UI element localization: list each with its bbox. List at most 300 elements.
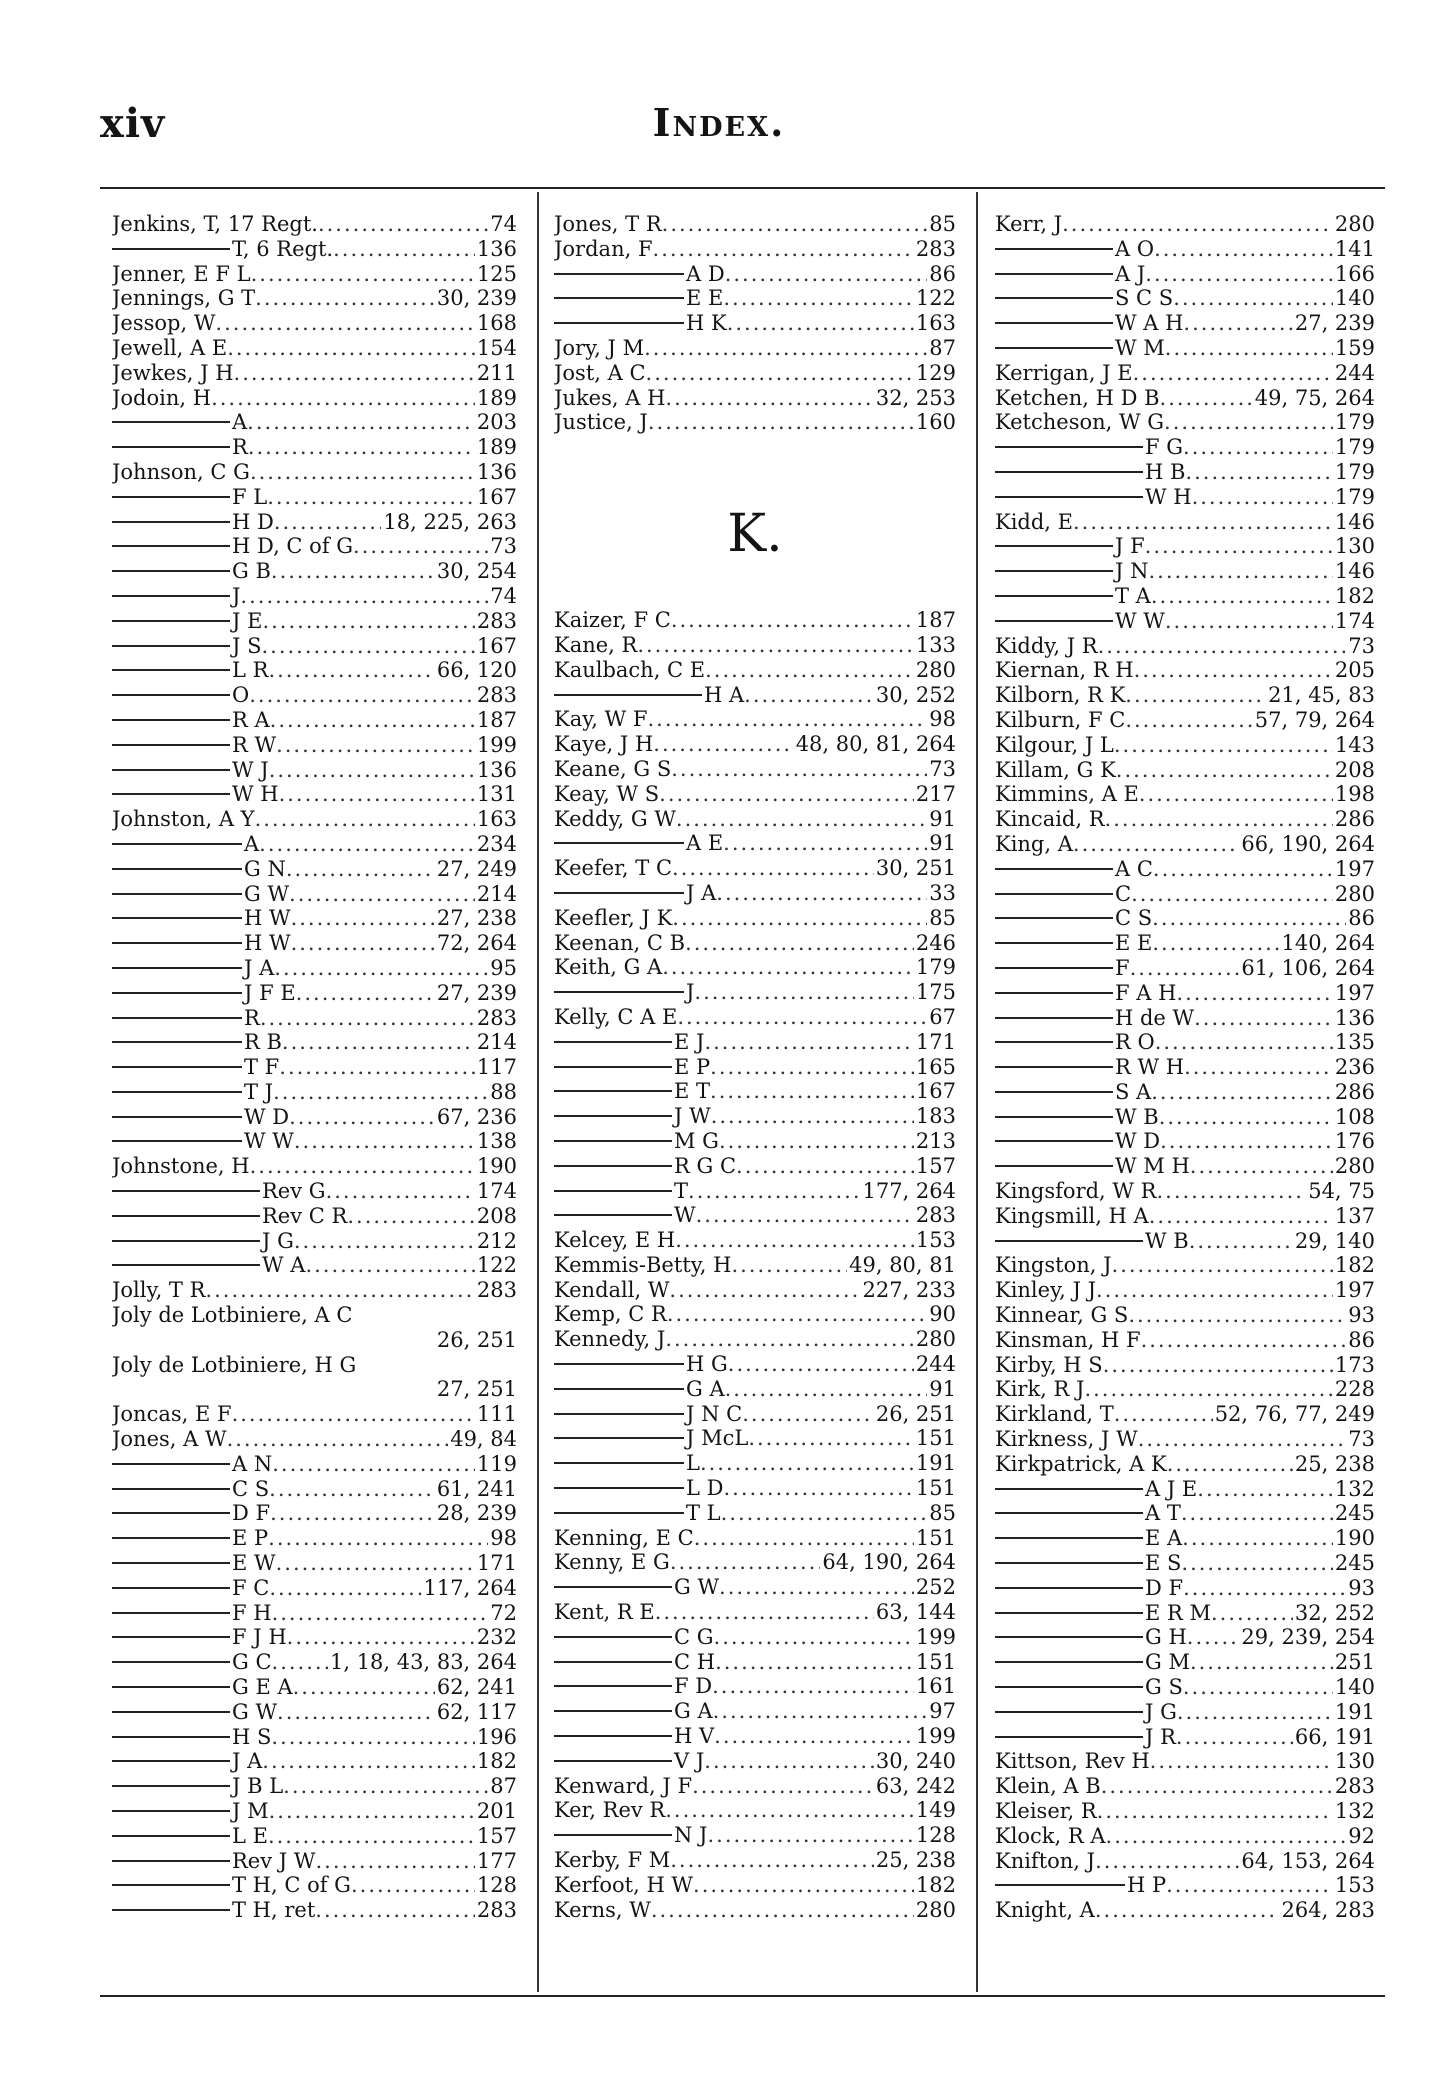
entry-pages: 135 (1334, 1030, 1375, 1055)
leader-dots (227, 1427, 449, 1452)
leader-dots (1160, 1129, 1333, 1154)
entry-pages: 199 (476, 732, 517, 757)
index-entry (995, 1849, 1375, 1874)
index-entry (995, 1898, 1375, 1923)
index-entry (554, 683, 956, 708)
leader-dots (294, 1129, 475, 1154)
leader-dots (677, 1005, 927, 1030)
entry-pages: 199 (915, 1624, 956, 1649)
index-entry (112, 1278, 517, 1303)
entry-pages: 151 (915, 1426, 956, 1451)
leader-dots (262, 609, 474, 634)
leader-dots (662, 212, 928, 237)
index-entry (112, 460, 517, 485)
ditto-dash (554, 1413, 684, 1415)
ditto-dash (112, 1636, 230, 1638)
leader-dots (1165, 609, 1333, 634)
leader-dots (1164, 410, 1333, 435)
entry-pages: 62, 241 (436, 1675, 517, 1700)
entry-name: L (686, 1451, 700, 1476)
index-entry (554, 955, 956, 980)
entry-pages: 157 (915, 1153, 956, 1178)
entry-name: W H (1145, 484, 1192, 509)
entry-pages: 18, 225, 263 (383, 509, 517, 534)
ditto-dash (554, 1437, 684, 1439)
section-spacer (554, 596, 956, 608)
leader-dots (671, 608, 914, 633)
leader-dots (1182, 1526, 1333, 1551)
entry-pages: 26, 251 (436, 1327, 517, 1352)
page-title: Index. (652, 100, 786, 145)
entry-name: E S (1145, 1551, 1182, 1576)
entry-pages: 187 (476, 707, 517, 732)
index-entry (112, 1055, 517, 1080)
leader-dots (1159, 1105, 1333, 1130)
entry-pages: 122 (915, 286, 956, 311)
index-entry (995, 1526, 1375, 1551)
ditto-dash (995, 1711, 1143, 1713)
leader-dots (736, 1154, 914, 1179)
entry-pages: 264, 283 (1281, 1898, 1375, 1923)
index-entry (112, 1898, 517, 1923)
entry-pages: 182 (476, 1749, 517, 1774)
ditto-dash (112, 942, 242, 944)
entry-name: E J (674, 1029, 705, 1054)
entry-pages: 66, 190, 264 (1241, 831, 1375, 856)
entry-name: Kittson, Rev H (995, 1749, 1150, 1774)
ditto-dash (554, 1090, 672, 1092)
ditto-dash (112, 1190, 260, 1192)
entry-name: F J H (232, 1625, 287, 1650)
ditto-dash (995, 1537, 1143, 1539)
entry-pages: 201 (476, 1799, 517, 1823)
leader-dots (1152, 906, 1346, 931)
entry-pages: 52, 76, 77, 249 (1214, 1402, 1375, 1427)
index-entry (554, 1898, 956, 1923)
ditto-dash (112, 248, 230, 250)
entry-name: Ketchen, H D B (995, 385, 1160, 410)
entry-pages: 280 (915, 1327, 956, 1352)
index-entry (995, 1477, 1375, 1502)
entry-name: Keefer, T C (554, 856, 673, 881)
ditto-dash (554, 297, 684, 299)
entry-name: Kaulbach, C E (554, 657, 706, 682)
entry-name: Killam, G K (995, 757, 1116, 782)
entry-pages: 140 (1334, 1675, 1375, 1700)
entry-name: Rev G (262, 1179, 326, 1204)
leader-dots (713, 1699, 928, 1724)
index-entry (112, 1601, 517, 1626)
ditto-dash (112, 669, 230, 671)
ditto-dash (995, 620, 1113, 622)
entry-name: Kirby, H S (995, 1352, 1103, 1377)
entry-pages: 199 (915, 1724, 956, 1749)
entry-pages: 117 (476, 1055, 517, 1080)
entry-name: G N (244, 856, 286, 881)
index-entry (112, 758, 517, 783)
index-entry (554, 1724, 956, 1749)
entry-pages: 129 (915, 360, 956, 385)
entry-name: Kirk, R J (995, 1377, 1085, 1402)
leader-dots (1114, 733, 1333, 758)
index-entry (995, 435, 1375, 460)
entry-name: N J (674, 1823, 708, 1848)
page-number: xiv (100, 100, 166, 147)
entry-name: Kilgour, J L (995, 732, 1114, 757)
entry-name: R B (244, 1030, 282, 1055)
entry-pages: 167 (915, 1079, 956, 1104)
entry-name: Keith, G A (554, 955, 663, 980)
entry-pages: 73 (490, 534, 517, 559)
leader-dots (274, 510, 382, 535)
leader-dots (283, 1774, 488, 1799)
entry-pages: 1, 18, 43, 83, 264 (329, 1650, 517, 1675)
entry-pages: 137 (1334, 1203, 1375, 1228)
ditto-dash (554, 842, 684, 844)
entry-pages: 171 (915, 1029, 956, 1054)
leader-dots (227, 336, 475, 361)
entry-pages: 165 (915, 1054, 956, 1079)
index-entry (112, 1105, 517, 1130)
leader-dots (1133, 361, 1333, 386)
index-entry (995, 1650, 1375, 1675)
entry-name: J B L (232, 1774, 284, 1799)
index-entry (995, 882, 1375, 907)
leader-dots (704, 1030, 913, 1055)
index-entry (554, 1327, 956, 1352)
entry-pages: 86 (929, 261, 956, 286)
entry-pages: 244 (1334, 360, 1375, 385)
entry-name: L E (232, 1823, 268, 1848)
entry-name: G H (1145, 1625, 1187, 1650)
leader-dots (259, 832, 475, 857)
entry-name: W M (1115, 335, 1165, 360)
entry-pages: 283 (476, 1898, 517, 1923)
leader-dots (291, 906, 435, 931)
ditto-dash (112, 1066, 242, 1068)
index-entry (995, 1006, 1375, 1031)
leader-dots (716, 881, 927, 906)
leader-dots (659, 782, 914, 807)
leader-dots (665, 386, 873, 411)
index-entry (995, 708, 1375, 733)
leader-dots (1150, 1749, 1333, 1774)
ditto-dash (995, 1686, 1143, 1688)
ditto-dash (995, 1636, 1143, 1638)
index-entry (995, 311, 1375, 336)
entry-pages: 159 (1334, 335, 1375, 360)
leader-dots (287, 1625, 475, 1650)
index-entry (554, 386, 956, 411)
index-entry (995, 1452, 1375, 1477)
entry-pages: 190 (1334, 1526, 1375, 1551)
leader-dots (742, 1402, 874, 1427)
entry-pages: 283 (915, 236, 956, 261)
entry-pages: 153 (1334, 1873, 1375, 1898)
ditto-dash (995, 322, 1113, 324)
index-entry (554, 1402, 956, 1427)
entry-name: Kirkness, J W (995, 1427, 1138, 1452)
entry-pages: 160 (915, 410, 956, 435)
entry-pages: 125 (476, 261, 517, 286)
entry-pages: 173 (1334, 1352, 1375, 1377)
leader-dots (748, 1426, 914, 1451)
index-entry (554, 1352, 956, 1377)
index-entry (995, 485, 1375, 510)
index-entry (112, 1873, 517, 1898)
leader-dots (692, 1774, 874, 1799)
ditto-dash (554, 1760, 672, 1762)
index-entry (554, 336, 956, 361)
index-entry (112, 609, 517, 634)
ditto-dash (995, 1661, 1143, 1663)
entry-name: E P (232, 1526, 269, 1551)
ditto-dash (112, 868, 242, 870)
entry-name: E R M (1145, 1600, 1211, 1625)
ditto-dash (995, 1512, 1143, 1514)
entry-name: W H (232, 782, 279, 807)
index-entry (112, 1303, 517, 1328)
entry-pages: 175 (915, 980, 956, 1005)
index-entry (112, 832, 517, 857)
entry-pages: 154 (476, 335, 517, 360)
index-entry (554, 286, 956, 311)
entry-pages: 29, 239, 254 (1241, 1625, 1375, 1650)
entry-name: A C (1115, 856, 1153, 881)
entry-name: T A (1115, 583, 1151, 608)
ditto-dash (995, 446, 1143, 448)
entry-name: J A (244, 955, 275, 980)
leader-dots (1149, 1204, 1333, 1229)
leader-dots (269, 1799, 475, 1824)
ditto-dash (112, 1537, 230, 1539)
entry-pages: 98 (490, 1526, 517, 1551)
leader-dots (1183, 1675, 1333, 1700)
entry-name: Kemmis-Betty, H (554, 1252, 732, 1277)
leader-dots (1148, 559, 1332, 584)
leader-dots (672, 906, 927, 931)
leader-dots (1098, 634, 1347, 659)
entry-pages: 72 (490, 1600, 517, 1625)
ditto-dash (112, 793, 230, 795)
index-entry (554, 1798, 956, 1823)
leader-dots (318, 212, 488, 237)
index-entry (112, 1625, 517, 1650)
index-entry (112, 1229, 517, 1254)
index-entry (554, 311, 956, 336)
entry-pages: 108 (1334, 1104, 1375, 1129)
entry-name: R A (232, 707, 270, 732)
entry-pages: 73 (1348, 1427, 1375, 1452)
ditto-dash (554, 1115, 672, 1117)
entry-name: W B (1145, 1228, 1189, 1253)
entry-pages: 62, 117 (436, 1699, 517, 1724)
entry-name: Joly de Lotbiniere, H G (112, 1352, 357, 1377)
entry-name: R W H (1115, 1055, 1185, 1080)
entry-pages: 122 (476, 1253, 517, 1278)
entry-name: J F (1115, 534, 1145, 559)
index-entry (112, 1030, 517, 1055)
leader-dots (719, 1129, 914, 1154)
ditto-dash (554, 892, 684, 894)
entry-pages: 168 (476, 311, 517, 336)
entry-name: Johnstone, H (112, 1154, 250, 1179)
leader-dots (305, 1253, 474, 1278)
index-entry (554, 1476, 956, 1501)
leader-dots (1194, 1006, 1333, 1031)
index-entry (554, 881, 956, 906)
entry-name: O (232, 683, 250, 708)
index-entry (554, 1575, 956, 1600)
entry-name: T, 6 Regt. (232, 236, 334, 261)
entry-pages: 72, 264 (436, 931, 517, 956)
entry-pages: 30, 240 (875, 1748, 956, 1773)
index-entry (112, 906, 517, 931)
index-entry (112, 1427, 517, 1452)
entry-name: Kingsford, W R (995, 1179, 1157, 1204)
entry-pages: 177, 264 (862, 1178, 956, 1203)
leader-dots (644, 336, 927, 361)
ditto-dash (995, 545, 1113, 547)
entry-name: A O (1115, 236, 1155, 261)
leader-dots (648, 410, 914, 435)
entry-pages: 61, 241 (436, 1476, 517, 1501)
ditto-dash (554, 322, 684, 324)
index-entry (112, 1551, 517, 1576)
entry-name: Kemp, C R (554, 1302, 667, 1327)
ditto-dash (112, 694, 230, 696)
entry-name: A J E (1145, 1476, 1198, 1501)
leader-dots (727, 311, 914, 336)
entry-name: J N (1115, 559, 1149, 584)
ditto-dash (995, 1091, 1113, 1093)
entry-pages: 190 (476, 1154, 517, 1179)
leader-dots (1152, 931, 1279, 956)
entry-pages: 74 (490, 583, 517, 608)
ditto-dash (554, 273, 684, 275)
entry-name: Kiddy, J R (995, 633, 1098, 658)
entry-pages: 93 (1348, 1303, 1375, 1328)
ditto-dash (554, 1462, 684, 1464)
entry-name: E E (1115, 931, 1153, 956)
leader-dots (711, 1104, 914, 1129)
ditto-dash (554, 1214, 672, 1216)
index-entry (112, 1774, 517, 1799)
index-entry (112, 956, 517, 981)
leader-dots (653, 237, 914, 262)
ditto-dash (112, 719, 230, 721)
index-entry (112, 361, 517, 386)
leader-dots (1097, 1799, 1333, 1824)
index-entry (112, 683, 517, 708)
ditto-dash (995, 595, 1113, 597)
entry-name: Jost, A C (554, 360, 646, 385)
index-entry (112, 733, 517, 758)
entry-pages: 90 (929, 1302, 956, 1327)
entry-pages: 234 (476, 831, 517, 856)
entry-pages: 32, 253 (875, 385, 956, 410)
entry-name: T H, C of G (232, 1873, 351, 1898)
entry-name: G A (686, 1376, 725, 1401)
ditto-dash (995, 1041, 1113, 1043)
ditto-dash (112, 744, 230, 746)
entry-pages: 197 (1334, 980, 1375, 1005)
leader-dots (1125, 708, 1252, 733)
entry-pages: 30, 239 (436, 286, 517, 311)
ditto-dash (112, 1017, 242, 1019)
index-entry (995, 634, 1375, 659)
entry-pages: 146 (1334, 559, 1375, 584)
index-entry (554, 1650, 956, 1675)
entry-name: G W (232, 1699, 278, 1724)
entry-name: Kane, R (554, 632, 638, 657)
leader-dots (707, 1823, 913, 1848)
ditto-dash (112, 1512, 230, 1514)
entry-name: Kleiser, R (995, 1799, 1097, 1823)
index-entry (995, 981, 1375, 1006)
ditto-dash (112, 1760, 230, 1762)
leader-dots (637, 633, 914, 658)
index-entry (554, 1774, 956, 1799)
entry-pages: 27, 251 (436, 1377, 517, 1402)
entry-pages: 280 (915, 657, 956, 682)
entry-name: T L (686, 1500, 721, 1525)
leader-dots (647, 707, 927, 732)
leader-dots (1145, 534, 1333, 559)
entry-pages: 130 (1334, 1749, 1375, 1774)
leader-dots (694, 980, 913, 1005)
leader-dots (1139, 782, 1333, 807)
ditto-dash (554, 1041, 672, 1043)
leader-dots (270, 708, 475, 733)
index-entry (995, 683, 1375, 708)
leader-dots (670, 1550, 821, 1575)
entry-pages: 61, 106, 264 (1241, 955, 1375, 980)
entry-name: A (232, 410, 248, 435)
ditto-dash (112, 1215, 260, 1217)
entry-name: Kenning, E C (554, 1525, 694, 1550)
entry-name: Kilburn, F C (995, 707, 1126, 732)
entry-pages: 191 (915, 1451, 956, 1476)
entry-name: W D (1115, 1129, 1161, 1154)
index-entry (554, 1600, 956, 1625)
leader-dots (1131, 882, 1333, 907)
bottom-rule (100, 1995, 1385, 1997)
leader-dots (725, 1377, 928, 1402)
entry-pages: 87 (929, 335, 956, 360)
ditto-dash (112, 645, 230, 647)
entry-pages: 283 (915, 1203, 956, 1228)
leader-dots (696, 1203, 914, 1228)
entry-pages: 146 (1334, 509, 1375, 534)
entry-name: F H (232, 1600, 272, 1625)
leader-dots (712, 1674, 914, 1699)
ditto-dash (995, 992, 1113, 994)
index-entry (995, 1353, 1375, 1378)
entry-name: J N C (686, 1401, 743, 1426)
leader-dots (333, 237, 475, 262)
ditto-dash (112, 769, 230, 771)
entry-pages: 177 (476, 1848, 517, 1873)
ditto-dash (554, 1190, 672, 1192)
leader-dots (277, 1700, 435, 1725)
ditto-dash (112, 1041, 242, 1043)
leader-dots (273, 1080, 488, 1105)
leader-dots (1155, 1030, 1333, 1055)
leader-dots (731, 1253, 847, 1278)
entry-name: R (232, 435, 248, 460)
index-entry (112, 1006, 517, 1031)
